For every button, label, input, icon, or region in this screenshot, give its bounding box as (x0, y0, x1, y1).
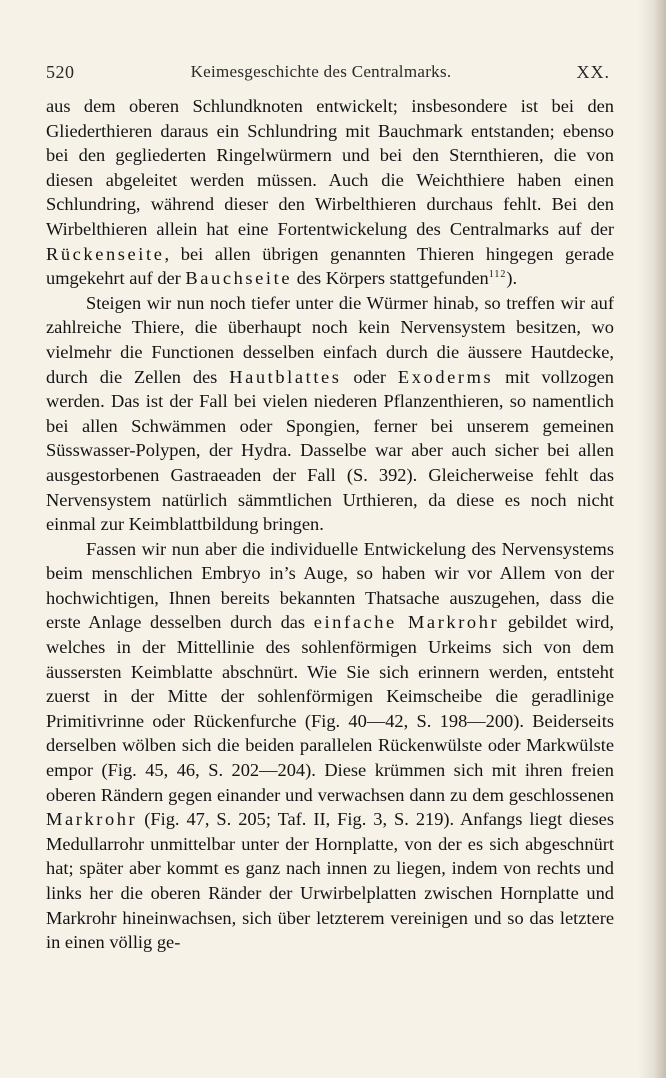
text-run: Fassen wir nun aber die individuelle Entwickelung des Nervensystems beim menschlichen Embryo in’s Auge, so haben wir vor Allem von der hochwichtigen, Ihnen bereits bekannten Thatsache auszugehen, dass die erste Anlage desselben durch das (46, 538, 614, 633)
paragraph (46, 94, 614, 291)
text-run: (Fig. 47, S. 205; Taf. II, Fig. 3, S. 219). Anfangs liegt dieses Medullarrohr unmittelbar unter der Hornplatte, von der es sich abgeschnürt hat; später aber kommt es ganz nach innen zu liegen, indem von rechts und links her die oberen Ränder der Urwirbelplatten zwischen Hornplatte und Markrohr hineinwachsen, sich über letzterem vereinigen und so das letztere in einen völlig ge- (46, 809, 614, 953)
chapter-number: XX. (576, 62, 610, 82)
text-run: des Körpers stattgefunden (292, 268, 489, 289)
text-run: mit vollzogen werden. Das ist der Fall bei vielen niederen Pflanzenthieren, so namentlich bei allen Schwämmen oder Spongien, ferner bei unserem gemeinen Süsswasser-Polypen, der Hydra. Dasselbe war aber auch sicher bei allen ausgestorbenen Gastraeaden der Fall (S. 392). Gleicherweise fehlt das Nervensystem natürlich sämmtlichen Urthieren, da diese es noch nicht einmal zur Keimblattbildung bringen. (46, 366, 614, 535)
text-run: , bei allen übrigen genannten Thieren hingegen gerade umgekehrt auf der (46, 243, 614, 289)
spaced-emphasis: Exoderms (397, 366, 494, 387)
paragraph (46, 537, 614, 955)
spaced-emphasis: Markrohr (46, 809, 138, 830)
spaced-emphasis: einfache Markrohr (313, 612, 500, 633)
spaced-emphasis: Bauchseite (185, 268, 293, 289)
running-header (46, 58, 614, 94)
body-text (46, 94, 614, 955)
paragraph (46, 291, 614, 537)
spaced-emphasis: Rückenseite (46, 243, 165, 264)
page-number: 520 (46, 62, 75, 82)
footnote-reference: 112 (488, 269, 507, 281)
text-run: Steigen wir nun noch tiefer unter die Würmer hinab, so treffen wir auf zahlreiche Thiere, die überhaupt noch kein Nervensystem besitzen, wo vielmehr die Functionen desselben einfach durch die äussere Hautdecke, durch die Zellen des (46, 292, 614, 387)
running-title: Keimesgeschichte des Centralmarks. (190, 62, 452, 81)
spaced-emphasis: Hautblattes (229, 366, 342, 387)
text-run: gebildet wird, welches in der Mittellinie des sohlenförmigen Urkeims sich von dem äussersten Keimblatte abschnürt. Wie Sie sich erinnern werden, entsteht zuerst in der Mitte der sohlenförmigen Keimscheibe die geradlinige Primitivrinne oder Rückenfurche (Fig. 40—42, S. 198—200). Beiderseits derselben wölben sich die beiden parallelen Rückenwülste oder Markwülste empor (Fig. 45, 46, S. 202—204). Diese krümmen sich mit ihren freien oberen Rändern gegen einander und verwachsen dann zu dem geschlossenen (46, 612, 615, 805)
text-run: ). (506, 268, 518, 289)
text-run: oder (341, 366, 398, 387)
text-run: aus dem oberen Schlundknoten entwickelt; insbesondere ist bei den Gliederthieren daraus ein Schlundring mit Bauchmark entstanden; ebenso bei den gegliederten Ringelwürmern und bei den Sternthieren, die von diesen abgeleitet werden müssen. Auch die Weichthiere haben einen Schlundring, während dieser den Wirbelthieren durchaus fehlt. Bei den Wirbelthieren allein hat eine Fortentwickelung des Centralmarks auf der (46, 96, 614, 239)
